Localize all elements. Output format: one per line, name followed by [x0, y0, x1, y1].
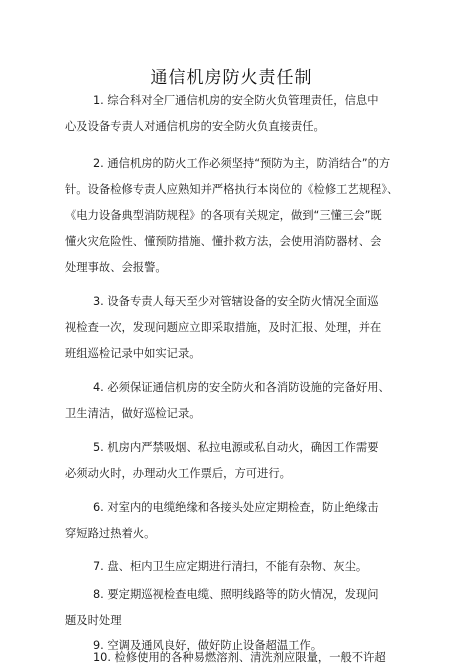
paragraph-line: 处理事故、会报警。 — [65, 261, 167, 274]
paragraph-line: 穿短路过热着火。 — [65, 527, 156, 540]
paragraph-line: 5. 机房内严禁吸烟、私拉电源或私自动火，确因工作需要 — [93, 441, 379, 454]
paragraph-line: 《电力设备典型消防规程》的各项有关规定，做到“三懂三会”既 — [65, 209, 382, 222]
paragraph-line: 8. 要定期巡视检查电缆、照明线路等的防火情况，发现问 — [93, 588, 379, 601]
paragraph-line: 10. 检修使用的各种易燃溶剂、清洗剂应限量，一般不许超 — [93, 651, 386, 664]
paragraph-line: 懂火灾危险性、懂预防措施、懂扑救方法，会使用消防器材、会 — [65, 235, 382, 248]
paragraph-line: 2. 通信机房的防火工作必须坚持“预防为主，防消结合”的方 — [93, 157, 391, 170]
paragraph-line: 卫生清洁，做好巡检记录。 — [65, 407, 201, 420]
paragraph-line: 6. 对室内的电缆绝缘和各接头处应定期检查，防止绝缘击 — [93, 501, 379, 514]
paragraph-line: 班组巡检记录中如实记录。 — [65, 347, 201, 360]
document-title: 通信机房防火责任制 — [150, 68, 313, 88]
paragraph-line: 7. 盘、柜内卫生应定期进行清扫，不能有杂物、灰尘。 — [93, 560, 368, 573]
paragraph-line: 题及时处理 — [65, 614, 122, 627]
paragraph-line: 4. 必须保证通信机房的安全防火和各消防设施的完备好用、 — [93, 381, 390, 394]
paragraph-line: 针。设备检修专责人应熟知并严格执行本岗位的《检修工艺规程》、 — [65, 183, 399, 196]
paragraph-line: 9. 空调及通风良好，做好防止设备超温工作。 — [93, 639, 323, 652]
paragraph-line: 3. 设备专责人每天至少对管辖设备的安全防火情况全面巡 — [93, 295, 379, 308]
paragraph-line: 必须动火时，办理动火工作票后，方可进行。 — [65, 467, 291, 480]
paragraph-line: 1. 综合科对全厂通信机房的安全防火负管理责任，信息中 — [93, 94, 379, 107]
paragraph-line: 心及设备专责人对通信机房的安全防火负直接责任。 — [65, 120, 325, 133]
paragraph-line: 视检查一次，发现问题应立即采取措施，及时汇报、处理，并在 — [65, 321, 382, 334]
